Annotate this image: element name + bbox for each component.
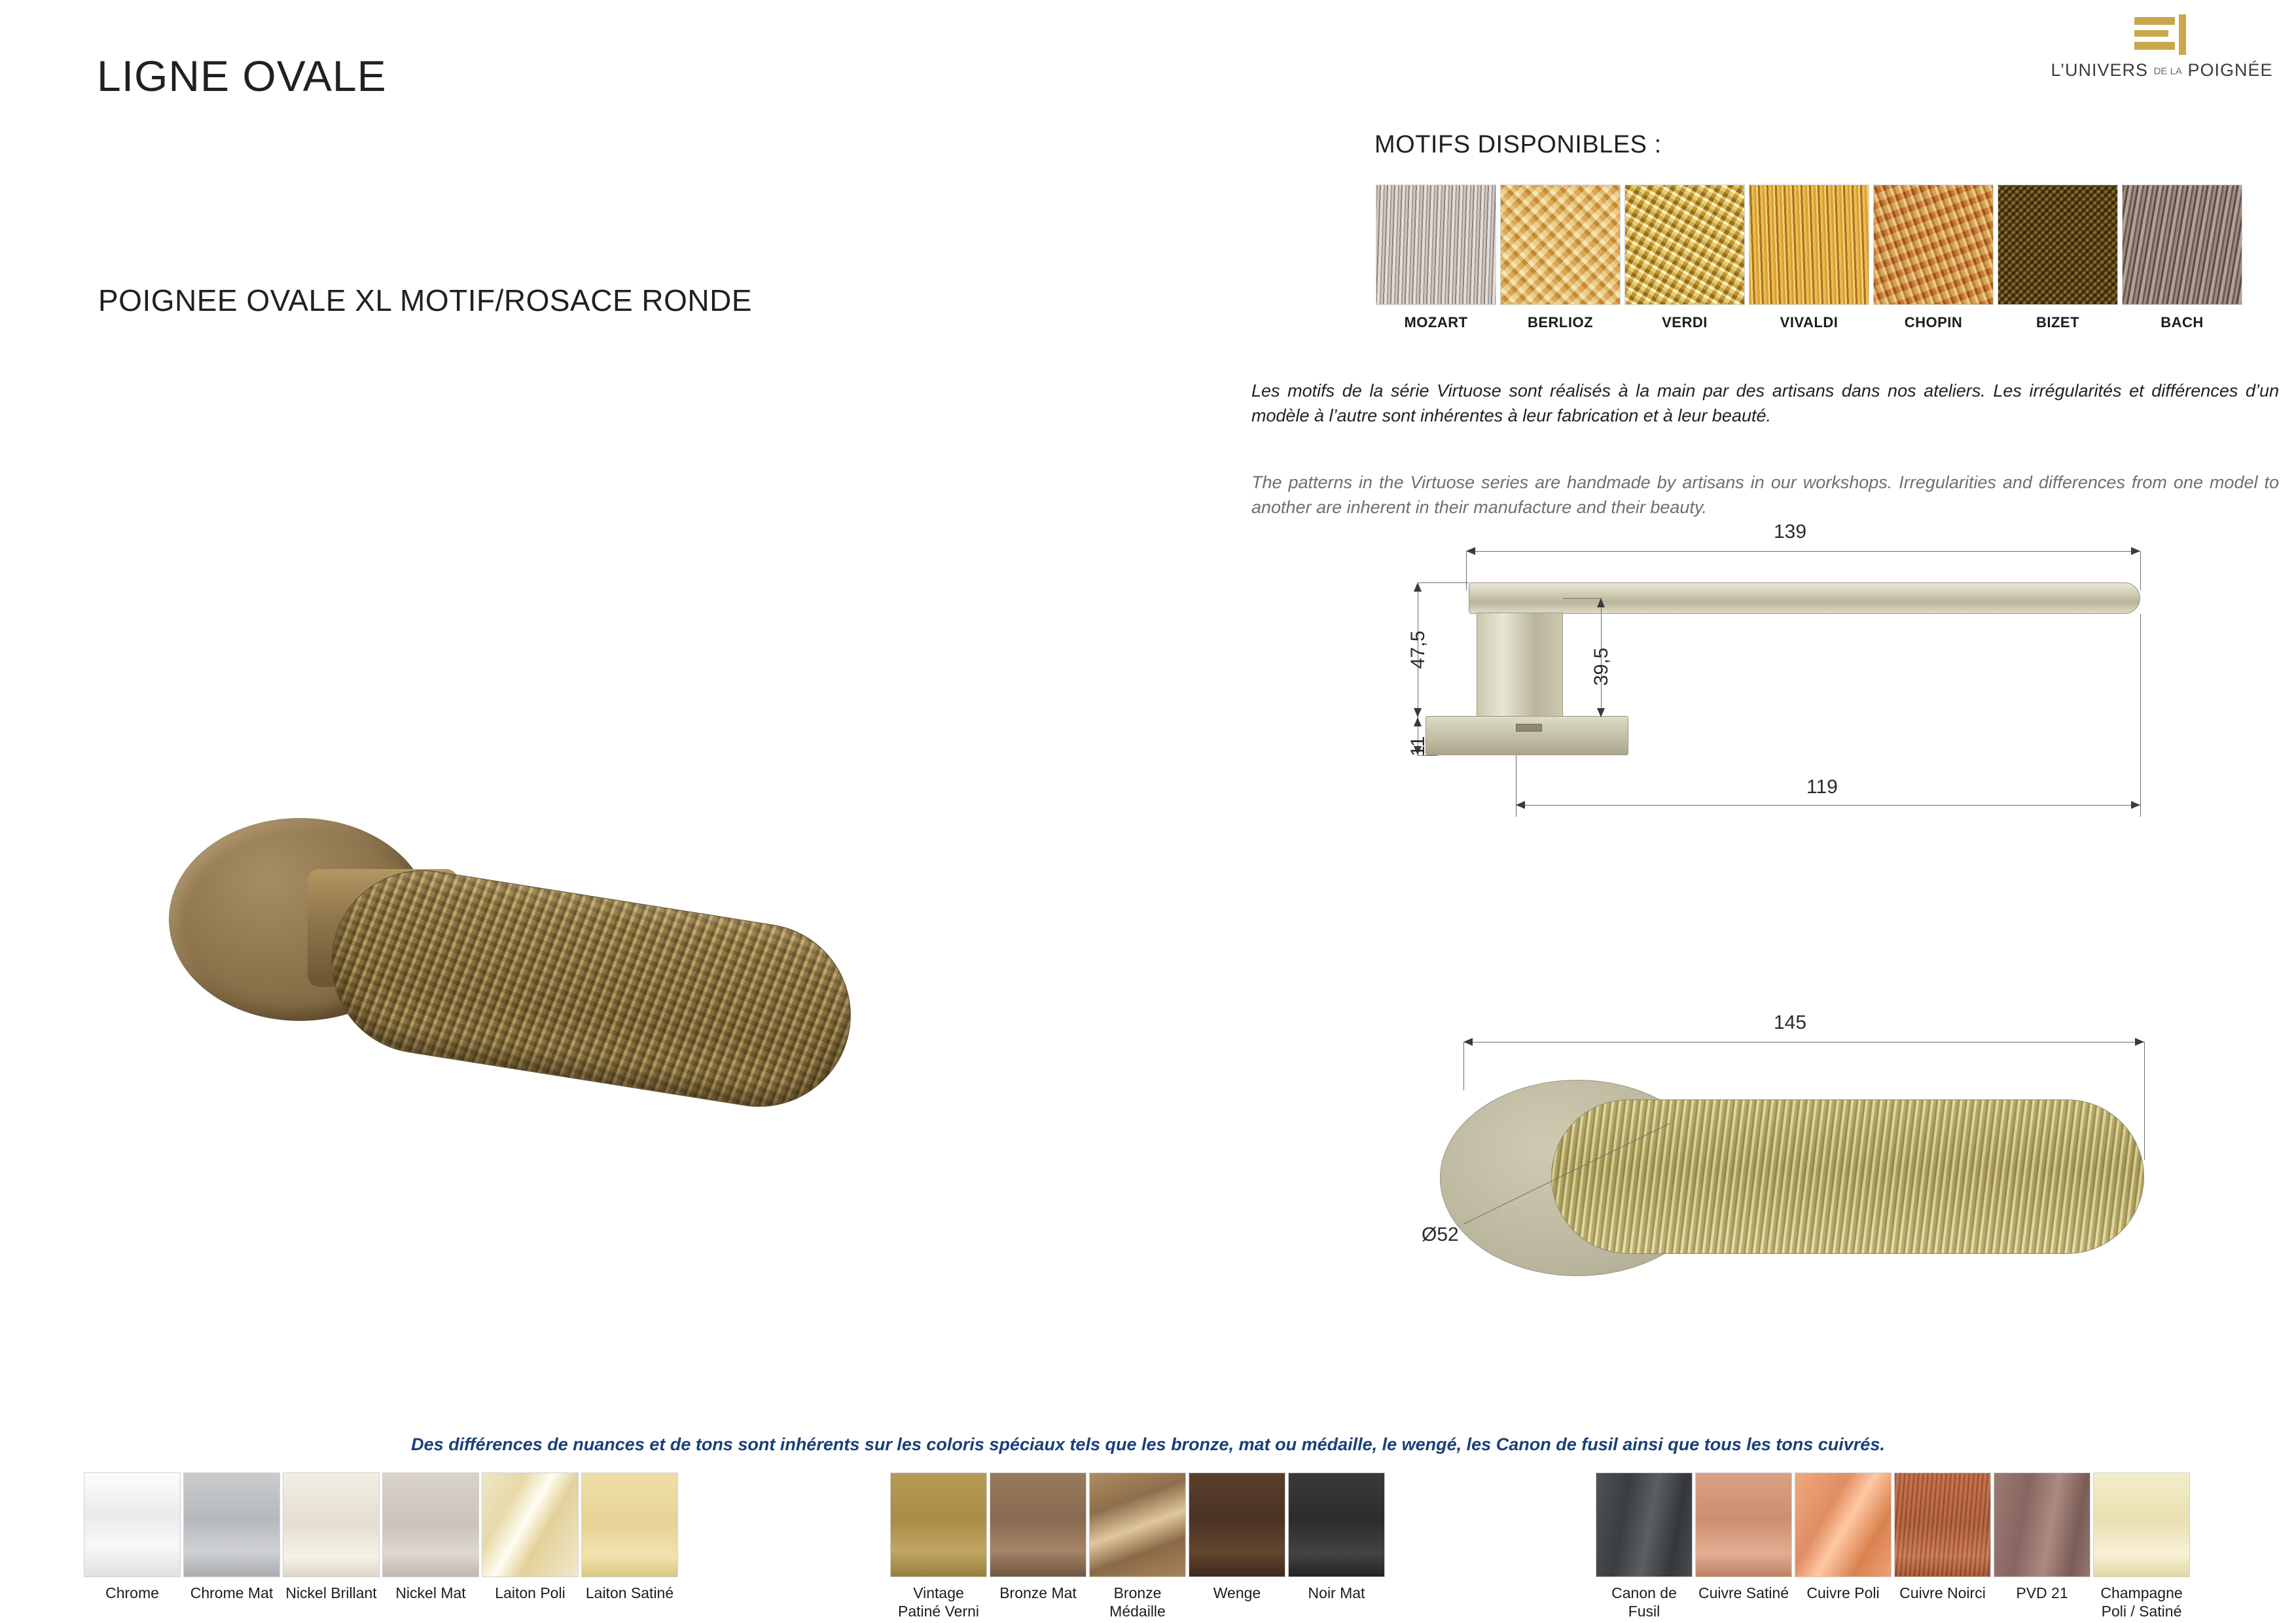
motif-label: MOZART: [1404, 314, 1468, 330]
finish-item[interactable]: [890, 1472, 987, 1620]
finishes-note: Des différences de nuances et de tons sont inhérents sur les coloris spéciaux tels que les bronze, mat ou médaille, le wengé, les Canon de fusil ainsi que tous les tons cuivrés.: [411, 1435, 1885, 1454]
motif-item[interactable]: [1873, 185, 1994, 331]
logo-text-end: POIGNÉE: [2187, 60, 2273, 80]
finish-label: Cuivre Noirci: [1899, 1584, 1986, 1601]
finish-item[interactable]: [84, 1472, 181, 1602]
finish-label: Champagne Poli / Satiné: [2100, 1584, 2183, 1620]
finish-label: Bronze Mat: [999, 1584, 1077, 1601]
finish-label: Cuivre Poli: [1806, 1584, 1880, 1601]
logo-text-main: L’UNIVERS: [2051, 60, 2149, 80]
finish-label: Nickel Brillant: [285, 1584, 377, 1601]
motif-label: BIZET: [2036, 314, 2080, 330]
motif-item[interactable]: [1500, 185, 1621, 331]
finish-item[interactable]: [1189, 1472, 1285, 1620]
motif-label: VIVALDI: [1780, 314, 1839, 330]
finish-item[interactable]: [1288, 1472, 1385, 1620]
champagne-poli-satine-swatch: [2093, 1472, 2190, 1577]
dim-47-5-label: 47,5: [1407, 630, 1429, 669]
chopin-swatch: [1873, 185, 1994, 305]
finish-label: Laiton Poli: [495, 1584, 565, 1601]
finish-item[interactable]: [482, 1472, 579, 1602]
mozart-swatch: [1376, 185, 1496, 305]
finish-label: Nickel Mat: [395, 1584, 466, 1601]
pvd-21-swatch: [1994, 1472, 2090, 1577]
motif-item[interactable]: [2122, 185, 2242, 331]
logo-text-small: DE LA: [2153, 65, 2182, 77]
dim-119-label: 119: [1806, 776, 1838, 798]
motif-label: BERLIOZ: [1527, 314, 1594, 330]
finish-item[interactable]: [1089, 1472, 1186, 1620]
nickel-mat-swatch: [382, 1472, 479, 1577]
photo-lever: [318, 857, 864, 1120]
motifs-note-fr: Les motifs de la série Virtuose sont réalisés à la main par des artisans dans nos ateliers. Les irrégularités et différences d’un modèle à l’autre sont inhérentes à leur fabrication et à leur beauté.: [1251, 381, 2279, 426]
cuivre-poli-swatch: [1795, 1472, 1892, 1577]
motif-item[interactable]: [1749, 185, 1869, 331]
bach-swatch: [2122, 185, 2242, 305]
finish-item[interactable]: [1596, 1472, 1693, 1620]
motif-item[interactable]: [1998, 185, 2118, 331]
motifs-swatch-row: [1376, 185, 2242, 331]
top-view-drawing: [1322, 1008, 2278, 1414]
finish-label: Laiton Satiné: [585, 1584, 674, 1601]
finish-item[interactable]: [382, 1472, 479, 1602]
finish-label: Bronze Médaille: [1109, 1584, 1166, 1620]
side-view-screw: [1516, 724, 1542, 732]
finish-item[interactable]: [581, 1472, 678, 1602]
vintage-patine-verni-swatch: [890, 1472, 987, 1577]
dim-39-5-label: 39,5: [1590, 647, 1612, 686]
dim-139-label: 139: [1774, 521, 1807, 543]
motif-item[interactable]: [1624, 185, 1745, 331]
chrome-swatch: [84, 1472, 181, 1577]
wenge-swatch: [1189, 1472, 1285, 1577]
chrome-mat-swatch: [183, 1472, 280, 1577]
finish-label: Wenge: [1213, 1584, 1261, 1601]
finishes-group-one: [84, 1472, 678, 1602]
vivaldi-swatch: [1749, 185, 1869, 305]
side-view-drawing: [1322, 521, 2278, 969]
finish-label: PVD 21: [2016, 1584, 2068, 1601]
finish-item[interactable]: [283, 1472, 380, 1602]
motif-label: VERDI: [1662, 314, 1708, 330]
finish-label: Chrome: [105, 1584, 159, 1601]
nickel-brillant-swatch: [283, 1472, 380, 1577]
cuivre-noirci-swatch: [1894, 1472, 1991, 1577]
finish-item[interactable]: [2093, 1472, 2190, 1620]
finish-item[interactable]: [990, 1472, 1086, 1620]
finish-label: Cuivre Satiné: [1698, 1584, 1789, 1601]
motif-label: CHOPIN: [1904, 314, 1963, 330]
page-title: LIGNE OVALE: [97, 52, 387, 100]
dim-11-label: 11: [1407, 736, 1429, 757]
bizet-swatch: [1998, 185, 2118, 305]
finish-label: Vintage Patiné Verni: [897, 1584, 980, 1620]
side-view-rose: [1426, 716, 1628, 755]
motifs-title: MOTIFS DISPONIBLES :: [1374, 131, 1662, 158]
cuivre-satine-swatch: [1695, 1472, 1792, 1577]
berlioz-swatch: [1500, 185, 1621, 305]
finish-item[interactable]: [1994, 1472, 2090, 1620]
canon-de-fusil-swatch: [1596, 1472, 1693, 1577]
verdi-swatch: [1624, 185, 1745, 305]
motifs-note-en: The patterns in the Virtuose series are handmade by artisans in our workshops. Irregularities and differences from one model to another are inherent in their manufacture and their beauty.: [1251, 473, 2279, 518]
brand-logo: [2041, 13, 2283, 98]
dim-diameter-52-label: Ø52: [1422, 1224, 1459, 1245]
finishes-group-two: [890, 1472, 1385, 1620]
finish-label: Canon de Fusil: [1611, 1584, 1677, 1620]
top-view-lever: [1551, 1099, 2144, 1254]
finish-item[interactable]: [1894, 1472, 1991, 1620]
side-view-neck: [1477, 613, 1563, 717]
laiton-satine-swatch: [581, 1472, 678, 1577]
noir-mat-swatch: [1288, 1472, 1385, 1577]
bronze-medaille-swatch: [1089, 1472, 1186, 1577]
finish-item[interactable]: [1695, 1472, 1792, 1620]
finish-label: Chrome Mat: [190, 1584, 274, 1601]
motif-label: BACH: [2161, 314, 2204, 330]
product-photo: [157, 753, 975, 1093]
logo-mark-icon: [2130, 13, 2193, 56]
motif-item[interactable]: [1376, 185, 1496, 331]
bronze-mat-swatch: [990, 1472, 1086, 1577]
logo-text: [2051, 60, 2273, 80]
product-subtitle: POIGNEE OVALE XL MOTIF/ROSACE RONDE: [98, 283, 753, 317]
finish-label: Noir Mat: [1308, 1584, 1365, 1601]
dim-145-label: 145: [1774, 1012, 1807, 1033]
laiton-poli-swatch: [482, 1472, 579, 1577]
finishes-group-three: [1596, 1472, 2190, 1620]
finish-item[interactable]: [1795, 1472, 1892, 1620]
finish-item[interactable]: [183, 1472, 280, 1602]
